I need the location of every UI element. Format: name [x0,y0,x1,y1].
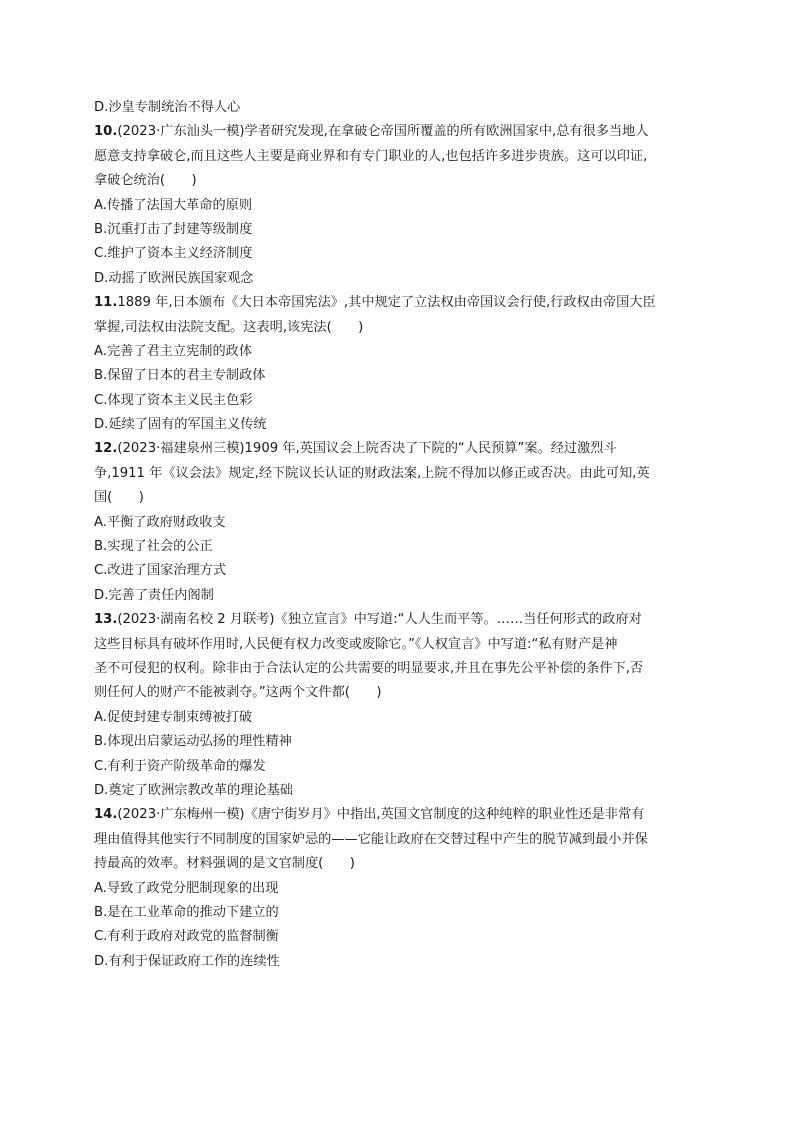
option-d: D.完善了责任内阁制 [94,587,214,603]
question-14 [94,803,706,974]
question-number: 13. [94,612,118,628]
option-a: A.完善了君主立宪制的政体 [94,343,253,359]
question-stem-line [94,437,706,461]
option-c: C.体现了资本主义民主色彩 [94,392,253,408]
question-stem-line: 愿意支持拿破仑,而且这些人主要是商业界和有专门职业的人,也包括许多进步贵族。这可以印证, [94,148,648,164]
option-b: B.是在工业革命的推动下建立的 [94,904,279,920]
question-stem-line: 争,1911 年《议会法》规定,经下院议长认证的财政法案,上院不得加以修正或否决。由此可知,英 [94,465,650,481]
option-d: D.有利于保证政府工作的连续性 [94,953,280,969]
question-number: 14. [94,807,118,823]
question-text: (2023·广东梅州一模)《唐宁街岁月》中指出,英国文官制度的这种纯粹的职业性还是非常有 [117,807,645,823]
question-text: (2023·湖南名校 2 月联考)《独立宣言》中写道:“人人生而平等。……当任何形式的政府对 [117,612,642,628]
option-b: B.保留了日本的君主专制政体 [94,368,266,384]
option-c: C.有利于资产阶级革命的爆发 [94,758,266,774]
question-stem-line [94,291,706,315]
option-c: C.有利于政府对政党的监督制衡 [94,929,279,945]
question-stem-line: 圣不可侵犯的权利。除非由于合法认定的公共需要的明显要求,并且在事先公平补偿的条件下,否 [94,660,644,676]
question-stem-line [94,608,706,632]
question-text: (2023·福建泉州三模)1909 年,英国议会上院否决了下院的“人民预算”案。经过激烈斗 [117,441,617,457]
option-c: C.改进了国家治理方式 [94,563,227,579]
question-stem-line [94,803,706,827]
question-stem-line: 则任何人的财产不能被剥夺。”这两个文件都( ) [94,685,382,701]
question-number: 10. [94,124,118,140]
option-d: D.延续了固有的军国主义传统 [94,417,267,433]
question-text: 1889 年,日本颁布《大日本帝国宪法》,其中规定了立法权由帝国议会行使,行政权由帝国大臣 [117,295,656,311]
question-stem-line: 拿破仑统治( ) [94,173,197,189]
question-11 [94,291,706,437]
question-stem-line: 国( ) [94,490,144,506]
question-13 [94,608,706,803]
question-10 [94,120,706,291]
option-a: A.导致了政党分肥制现象的出现 [94,880,279,896]
option-d: D.动摇了欧洲民族国家观念 [94,270,254,286]
question-stem-line: 理由值得其他实行不同制度的国家妒忌的——它能让政府在交替过程中产生的脱节减到最小并保 [94,831,648,847]
option-b: B.实现了社会的公正 [94,539,213,555]
question-number: 12. [94,441,118,457]
option-a: A.传播了法国大革命的原则 [94,197,253,213]
option-d: D.奠定了欧洲宗教改革的理论基础 [94,782,293,798]
option-a: A.促使封建专制束缚被打破 [94,709,253,725]
question-number: 11. [94,295,118,311]
option-b: B.沉重打击了封建等级制度 [94,221,253,237]
option-b: B.体现出启蒙运动弘扬的理性精神 [94,734,292,750]
option-a: A.平衡了政府财政收支 [94,514,226,530]
question-stem-line [94,120,706,144]
question-stem-line: 掌握,司法权由法院支配。这表明,该宪法( ) [94,319,364,335]
question-stem-line: 持最高的效率。材料强调的是文官制度( ) [94,856,355,872]
question-text: (2023·广东汕头一模)学者研究发现,在拿破仑帝国所覆盖的所有欧洲国家中,总有很多当地人 [117,124,649,140]
document-page [94,96,706,974]
option-c: C.维护了资本主义经济制度 [94,246,253,262]
question-12 [94,437,706,608]
prev-question-option-d: D.沙皇专制统治不得人心 [94,100,241,115]
question-stem-line: 这些目标具有破坏作用时,人民便有权力改变或废除它。”《人权宣言》中写道:“私有财产是神 [94,636,618,652]
